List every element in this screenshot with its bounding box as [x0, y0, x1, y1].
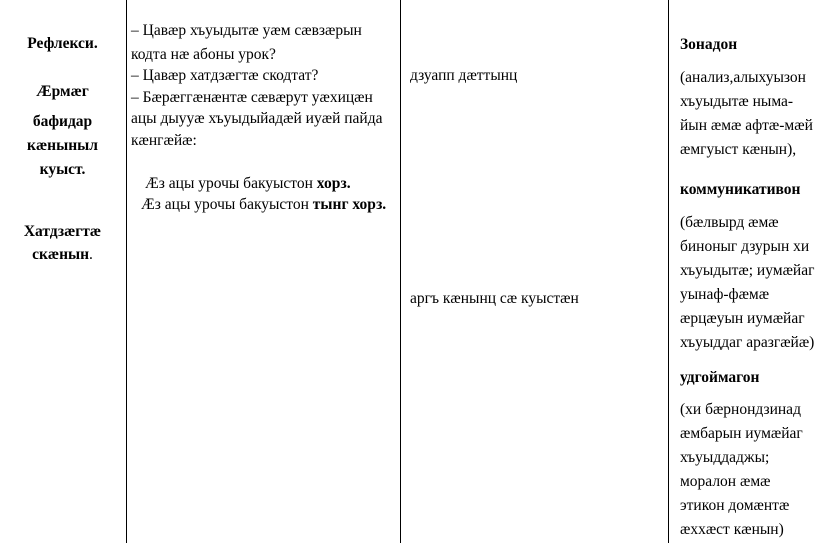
- stage-line-4: куыст.: [39, 161, 86, 178]
- homework-line-1: Хатдзæгтæ: [23, 223, 102, 240]
- text-communicative: (бæлвырд æмæ биноныг дзурын хи хъуыдытæ; иумæйаг уынаф-фæмæ æрцæуын иумæйаг хъуыддаг аразгæйæ): [680, 214, 815, 351]
- example-line-2: [141, 193, 399, 217]
- column-divider-2: [400, 0, 401, 543]
- heading-communicative: коммуникативон: [680, 181, 801, 198]
- stage-line-3: кæныныл: [27, 137, 98, 154]
- example-2-text: Ӕз ацы урочы бакуыстон: [141, 196, 313, 213]
- question-line-5: ацы дыууæ хъуыдыйадæй иуæй пайда: [131, 110, 383, 127]
- student-activity-2: аргъ кæнынц сæ куыстæн: [410, 290, 579, 307]
- homework-line-2: [0, 243, 125, 267]
- column-divider-1: [126, 0, 127, 543]
- column-divider-3: [668, 0, 669, 543]
- question-line-4: – Бæрæггæнæнтæ сæвæрут уæхицæн: [131, 89, 373, 106]
- stage-line-1: Ӕрмæг: [36, 83, 89, 100]
- question-line-1: – Цавæр хъуыдытæ уæм сæвзæрын: [131, 22, 362, 39]
- example-2-grade: тынг хорз.: [312, 196, 387, 213]
- reflexi-label: Рефлекси.: [27, 35, 98, 52]
- example-1-text: Ӕз ацы урочы бакуыстон: [145, 175, 317, 192]
- text-cognitive: (анализ,алыхуызон хъуыдытæ ныма-йын æмæ афтæ-мæй æмгуыст кæнын),: [680, 69, 813, 158]
- stage-line-2: бафидар: [32, 113, 93, 130]
- heading-personal: удгоймагон: [680, 369, 760, 386]
- student-activity-1: дзуапп дæттынц: [410, 67, 518, 84]
- text-personal: (хи бæрнондзинад æмбарын иумæйаг хъуыддаджы; моралон æмæ этикон домæнтæ æххæст кæнын): [680, 401, 803, 538]
- homework-period: .: [89, 246, 93, 263]
- example-1-grade: хорз.: [316, 175, 351, 192]
- question-line-6: кæнгæйæ:: [131, 132, 197, 149]
- question-line-3: – Цавæр хатдзæгтæ скодтат?: [131, 67, 319, 84]
- homework-word: скæнын: [32, 246, 90, 263]
- question-line-2: кодта нæ абоны урок?: [131, 46, 276, 63]
- heading-cognitive: Зонадон: [680, 36, 738, 53]
